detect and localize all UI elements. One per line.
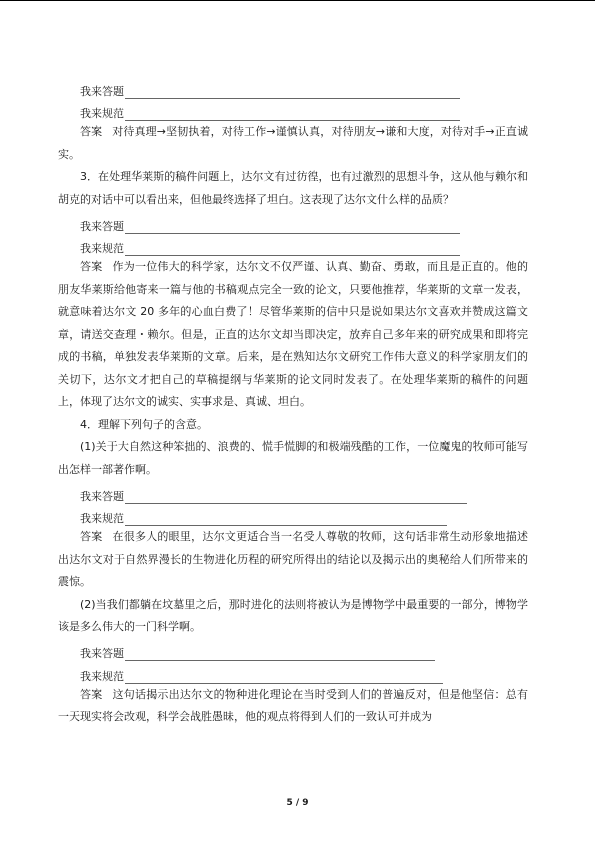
document-body (58, 76, 528, 729)
answer-4-1: 答案 在很多人的眼里，达尔文更适合当一名受人尊敬的牧师，这句话非常生动形象地描述出达尔文对于自然界漫长的生物进化历程的研究所得出的结论以及揭示出的奥秘给人们所带来的震惊。 (58, 530, 529, 588)
answer-standard-label: 我来规范 (80, 512, 124, 525)
question-3: 3．在处理华莱斯的稿件问题上，达尔文有过彷徨，也有过激烈的思想斗争，这从他与赖尔和胡克的对话中可以看出来，但他最终选择了坦白。这表现了达尔文什么样的品质？ (58, 170, 528, 206)
question-4-2: (2)当我们都躺在坟墓里之后，那时进化的法则将被认为是博物学中最重要的一部分，博物学该是多么伟大的一门科学啊。 (58, 597, 528, 633)
answer-4-2: 答案 这句话揭示出达尔文的物种进化理论在当时受到人们的普遍反对，但是他坚信：总有一天现实将会改观，科学会战胜愚昧，他的观点将得到人们的一致认可并成为 (58, 687, 529, 723)
answer-blank[interactable] (125, 84, 460, 99)
question-4-1: (1)关于大自然这种笨拙的、浪费的、慌手慌脚的和极端残酷的工作，一位魔鬼的牧师可能写出怎样一部著作啊。 (58, 440, 528, 476)
top-rule (0, 0, 595, 1)
answer-attempt-line-3[interactable] (58, 211, 528, 234)
answer-standard-line-4-1[interactable] (58, 504, 528, 527)
answer-standard-line-1[interactable] (58, 99, 528, 122)
answer-attempt-label: 我来答题 (80, 219, 124, 233)
answer-blank[interactable] (125, 489, 467, 504)
answer-attempt-label: 我来答题 (80, 489, 124, 503)
answer-standard-label: 我来规范 (80, 107, 124, 120)
answer-label: 答案 (80, 687, 103, 701)
answer-label: 答案 (80, 125, 103, 138)
answer-blank[interactable] (125, 669, 443, 684)
answer-attempt-label: 我来答题 (80, 84, 124, 98)
answer-attempt-line-4-2[interactable] (58, 639, 528, 662)
answer-3: 答案 作为一位伟大的科学家，达尔文不仅严谨、认真、勤奋、勇敢，而且是正直的。他的朋友华莱斯给他寄来一篇与他的书稿观点完全一致的论文，只要他推荐，华莱斯的文章一发表，就意味着达尔文 20 多年的心血白费了！尽管华莱斯的信中只是说如果达尔文喜欢并赞成这篇文章，请送交查理・赖尔。但是，正直的达尔文却当即决定，放弃自己多年来的研究成果和即将完成的书稿，单独发表华莱斯的文章。后来，是在熟知达尔文研究工作伟大意义的科学家朋友们的关切下，达尔文才把自己的草稿提纲与华莱斯的论文同时发表了。在处理华莱斯的稿件的问题上，体现了达尔文的诚实、实事求是、真诚、坦白。 (58, 260, 529, 408)
answer-blank[interactable] (125, 106, 460, 121)
answer-attempt-label: 我来答题 (80, 647, 124, 660)
answer-standard-label: 我来规范 (80, 242, 124, 255)
answer-label: 答案 (80, 260, 103, 273)
answer-1: 答案 对待真理→坚韧执着，对待工作→谨慎认真，对待朋友→谦和大度，对待对手→正直诚实。 (58, 125, 528, 161)
answer-attempt-line-4-1[interactable] (58, 481, 528, 504)
answer-blank[interactable] (125, 511, 447, 526)
answer-label: 答案 (80, 530, 103, 543)
answer-blank[interactable] (125, 219, 460, 234)
answer-blank[interactable] (125, 241, 460, 256)
question-4: 4．理解下列句子的含意。 (80, 417, 208, 431)
answer-standard-label: 我来规范 (80, 669, 124, 683)
page-number: 5 / 9 (286, 798, 309, 808)
answer-standard-line-4-2[interactable] (58, 661, 528, 684)
answer-attempt-line-1[interactable] (58, 76, 528, 99)
answer-standard-line-3[interactable] (58, 234, 528, 257)
answer-blank[interactable] (125, 646, 435, 661)
